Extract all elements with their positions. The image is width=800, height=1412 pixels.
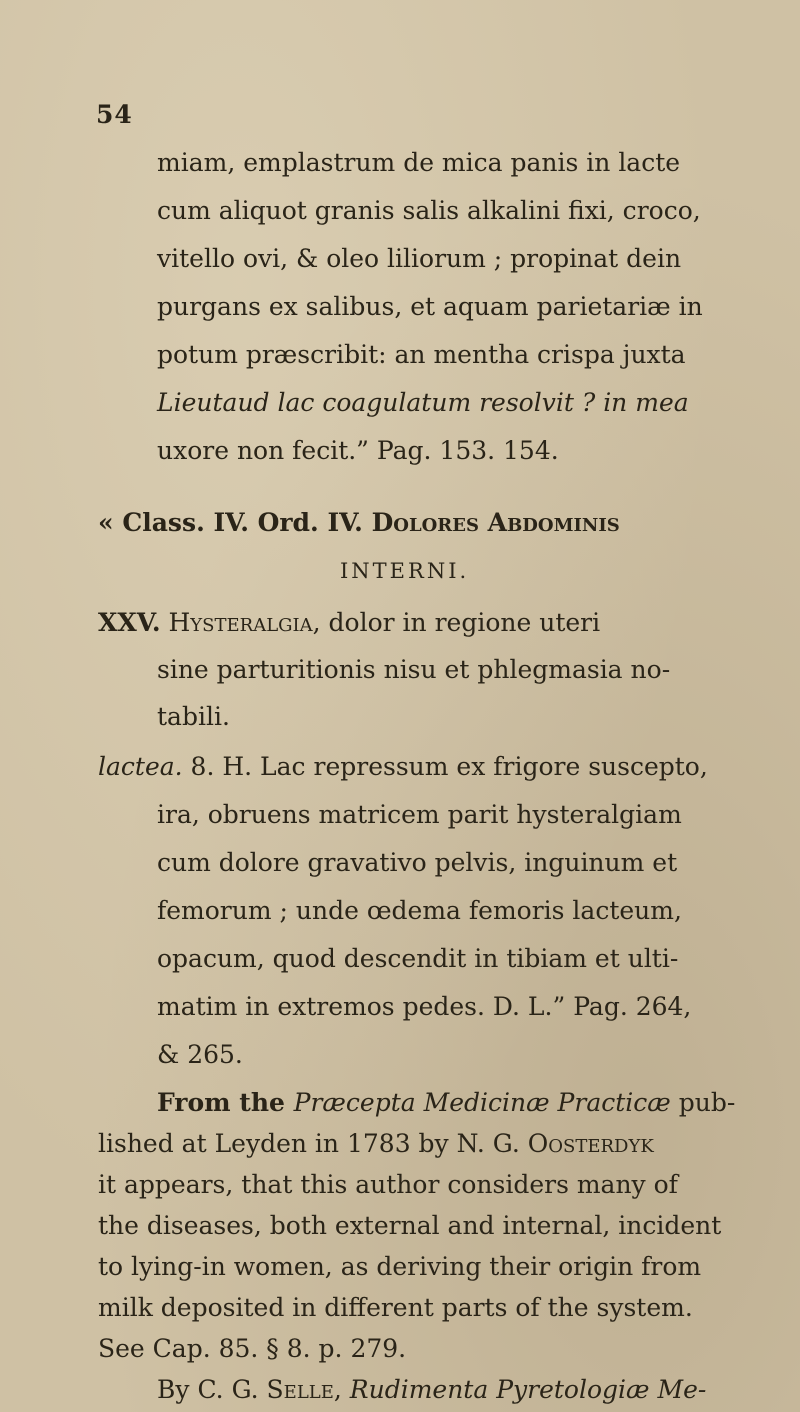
book-title: Præcepta Medicinæ Practicæ xyxy=(293,1088,671,1117)
text-line: opacum, quod descendit in tibiam et ulti- xyxy=(157,944,679,973)
text-line: cum aliquot granis salis alkalini fixi, croco, xyxy=(157,196,701,225)
text-run: By C. G. xyxy=(157,1375,267,1404)
text-line: uxore non fecit.” Pag. 153. 154. xyxy=(157,436,559,465)
text-line: to lying-in women, as deriving their origin from xyxy=(98,1252,702,1281)
text-line: See Cap. 85. § 8. p. 279. xyxy=(98,1334,407,1363)
entry-term: Hysteralgia, xyxy=(168,608,321,637)
book-title: Rudimenta Pyretologiæ Me- xyxy=(349,1375,707,1404)
text-run: From the xyxy=(157,1088,294,1117)
text-run: , xyxy=(333,1375,350,1404)
text-line: it appears, that this author considers many of xyxy=(98,1170,678,1199)
text-line: cum dolore gravativo pelvis, inguinum et xyxy=(157,848,678,877)
text-line: vitello ovi, & oleo liliorum ; propinat dein xyxy=(157,244,682,273)
text-line: tabili. xyxy=(157,702,230,731)
page-number: 54 xyxy=(96,100,133,129)
entry-line xyxy=(98,608,600,638)
text-line: milk deposited in different parts of the system. xyxy=(98,1293,693,1322)
entry-line xyxy=(98,752,708,782)
section-subheading: INTERNI. xyxy=(340,559,470,583)
text-run: pub- xyxy=(670,1088,736,1117)
text-line: the diseases, both external and internal, incident xyxy=(98,1211,722,1240)
text-line: Lieutaud lac coagulatum resolvit ? in mea xyxy=(157,388,689,417)
entry-number: XXV. xyxy=(98,608,161,637)
text-line: & 265. xyxy=(157,1040,243,1069)
text-line: ira, obruens matricem parit hysteralgiam xyxy=(157,800,682,829)
heading-prefix: « Class. IV. Ord. IV. xyxy=(98,508,363,537)
text-run: lished at Leyden in 1783 by N. G. xyxy=(98,1129,528,1158)
heading-caps: Dolores Abdominis xyxy=(371,508,620,537)
section-heading xyxy=(98,508,620,538)
entry-text: dolor in regione uteri xyxy=(320,608,601,637)
text-line: femorum ; unde œdema femoris lacteum, xyxy=(157,896,682,925)
author-name: Oosterdyk xyxy=(527,1129,654,1158)
text-line: matim in extremos pedes. D. L.” Pag. 264, xyxy=(157,992,692,1021)
text-line: purgans ex salibus, et aquam parietariæ in xyxy=(157,292,703,321)
text-line: potum præscribit: an mentha crispa juxta xyxy=(157,340,686,369)
text-line: sine parturitionis nisu et phlegmasia no- xyxy=(157,655,671,684)
text-line: miam, emplastrum de mica panis in lacte xyxy=(157,148,681,177)
subentry-label: lactea. xyxy=(98,752,183,781)
author-name: Selle xyxy=(266,1375,334,1404)
subentry-text: 8. H. Lac repressum ex frigore suscepto, xyxy=(182,752,708,781)
text-line xyxy=(157,1375,706,1405)
text-line xyxy=(98,1129,654,1159)
text-line xyxy=(157,1088,735,1118)
